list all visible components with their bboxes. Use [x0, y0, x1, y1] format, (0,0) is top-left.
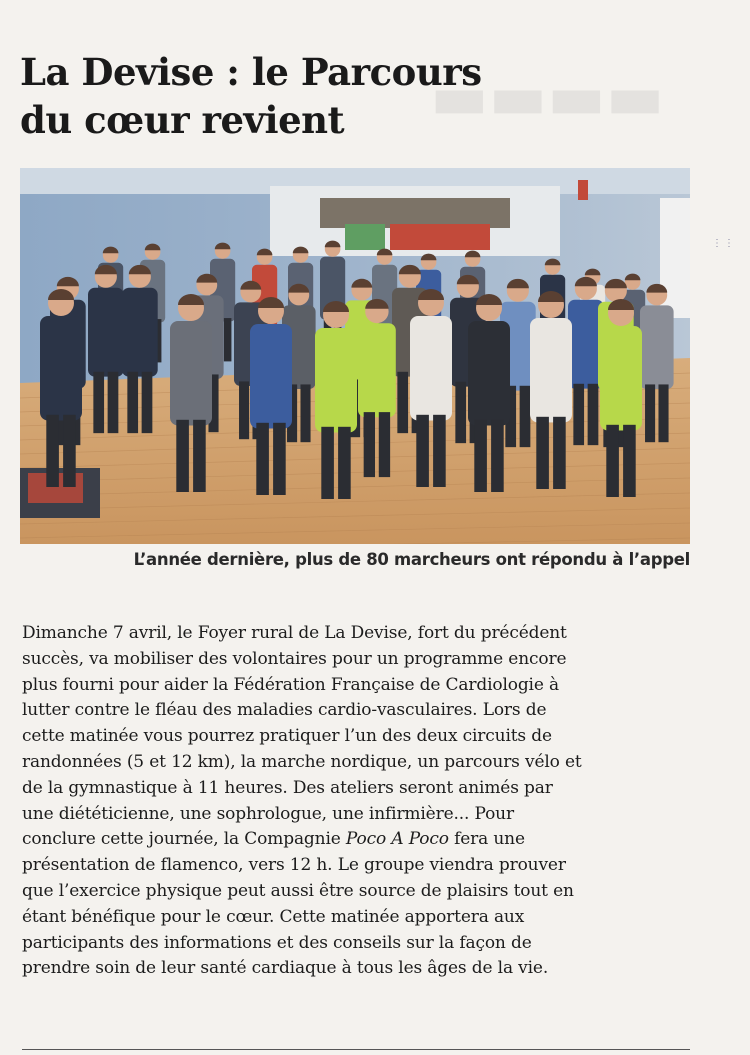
headline-line: La Devise : le Parcours [20, 50, 482, 94]
photo-caption: L’année dernière, plus de 80 marcheurs ont répondu à l’appel [133, 550, 690, 569]
person-body [315, 328, 357, 433]
body-line [22, 724, 690, 750]
body-line [22, 827, 690, 853]
person-body [122, 288, 158, 377]
person-leg [46, 415, 59, 487]
body-text: lutter contre le fléau des maladies cardio-vasculaires. Lors de [22, 700, 547, 721]
person-body [40, 316, 82, 421]
person-leg [433, 415, 446, 487]
person-leg [176, 420, 189, 492]
body-line [22, 853, 690, 879]
person-leg [606, 425, 619, 497]
person-leg [273, 423, 286, 495]
person-leg [300, 384, 310, 442]
person-body [88, 288, 124, 377]
body-text: randonnées (5 et 12 km), la marche nordique, un parcours vélo et [22, 751, 582, 772]
person-body [250, 324, 292, 429]
person-leg [127, 372, 138, 433]
person-leg [256, 423, 269, 495]
article-body [22, 621, 690, 982]
body-text: conclure cette journée, la Compagnie [22, 829, 346, 850]
person-body [530, 318, 572, 423]
person-body [170, 321, 212, 426]
body-text: une diététicienne, une sophrologue, une infirmière... Pour [22, 803, 514, 824]
body-line [22, 905, 690, 931]
body-text: cette matinée vous pourrez pratiquer l’un des deux circuits de [22, 726, 552, 747]
person-leg [573, 384, 584, 445]
person-leg [63, 415, 76, 487]
person-leg [338, 427, 351, 499]
body-line [22, 647, 690, 673]
person-leg [364, 412, 375, 477]
person-leg [588, 384, 599, 445]
person-leg [379, 412, 390, 477]
article-photo [20, 168, 690, 544]
body-text: de la gymnastique à 11 heures. Des ateliers seront animés par [22, 777, 553, 798]
person-body [410, 316, 452, 421]
person-leg [623, 425, 636, 497]
body-line [22, 621, 690, 647]
person-leg [491, 420, 504, 492]
body-line [22, 931, 690, 957]
person-leg [416, 415, 429, 487]
article-headline [20, 48, 540, 144]
red-chairs [390, 224, 490, 250]
person-body [468, 321, 510, 426]
group-photo-illustration [20, 168, 690, 544]
company-name: Poco A Poco [345, 829, 449, 850]
person-leg [645, 384, 655, 442]
body-text: prendre soin de leur santé cardiaque à tous les âges de la vie. [22, 958, 549, 979]
body-text: que l’exercice physique peut aussi être source de plaisirs tout en [22, 880, 574, 901]
body-text: plus fourni pour aider la Fédération Française de Cardiologie à [22, 674, 559, 695]
person-leg [321, 427, 334, 499]
body-line [22, 673, 690, 699]
green-table [345, 224, 385, 250]
person-leg [474, 420, 487, 492]
person-body [358, 323, 396, 417]
extinguisher [578, 180, 588, 200]
person-leg [239, 381, 249, 439]
body-text: succès, va mobiliser des volontaires pour un programme encore [22, 648, 567, 669]
person-leg [455, 382, 466, 443]
person-leg [142, 372, 153, 433]
bottom-rule [22, 1049, 690, 1050]
person-leg [536, 417, 549, 489]
back-shelves [320, 198, 510, 228]
body-line [22, 698, 690, 724]
body-line [22, 879, 690, 905]
bleed-through: ▬▬▬▬ [430, 60, 665, 133]
body-text: participants des informations et des conseils sur la façon de [22, 932, 532, 953]
body-text: Dimanche 7 avril, le Foyer rural de La Devise, fort du précédent [22, 623, 567, 643]
person-leg [108, 372, 119, 433]
person-body [600, 326, 642, 431]
body-line [22, 802, 690, 828]
body-line [22, 956, 690, 982]
person-leg [658, 384, 668, 442]
body-text: fera une [448, 829, 525, 850]
body-text: étant bénéfique pour le cœur. Cette matinée apportera aux [22, 906, 525, 927]
page-dots: ⋮⋮ [712, 238, 736, 249]
person-leg [193, 420, 206, 492]
person-leg [553, 417, 566, 489]
person-leg [224, 318, 232, 361]
person-leg [397, 372, 408, 433]
person-body [640, 305, 674, 389]
body-line [22, 750, 690, 776]
body-line [22, 776, 690, 802]
person-leg [93, 372, 104, 433]
headline-line: du cœur revient [20, 98, 345, 142]
body-text: présentation de flamenco, vers 12 h. Le groupe viendra prouver [22, 855, 566, 876]
person-leg [520, 386, 531, 447]
